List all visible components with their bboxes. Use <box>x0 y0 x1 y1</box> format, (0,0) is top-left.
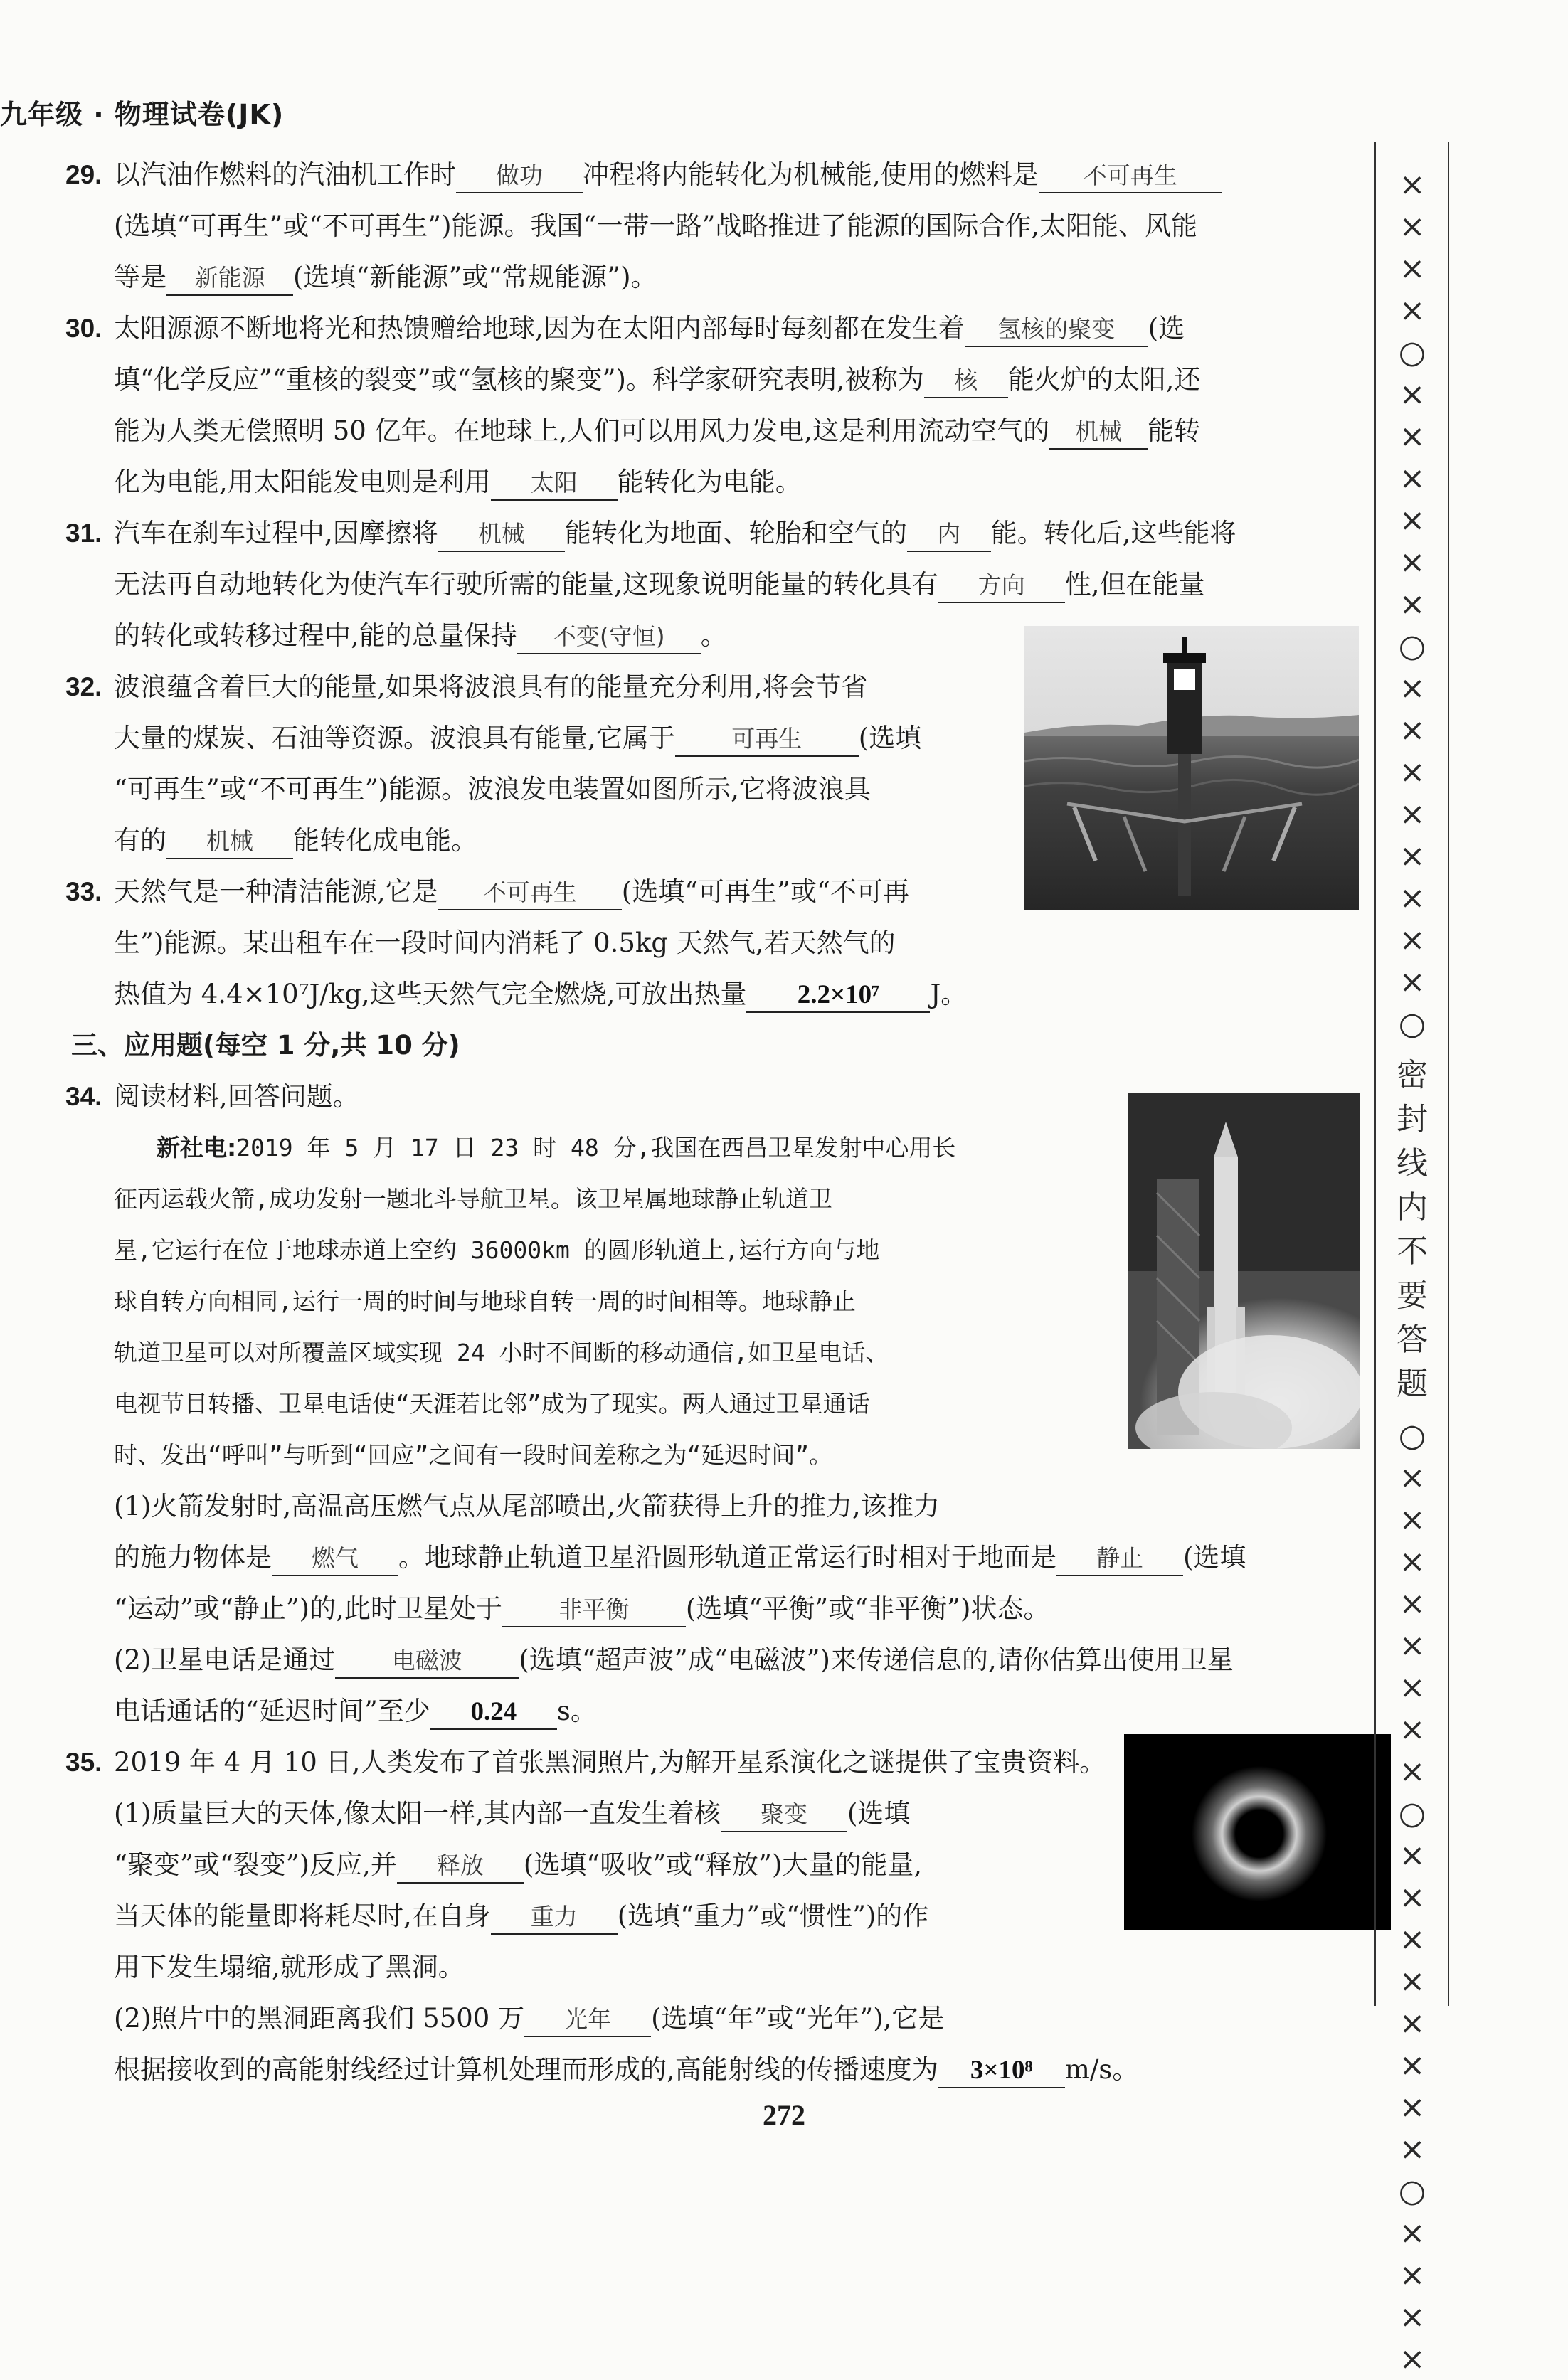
seal-mark: × <box>1399 712 1426 748</box>
seal-mark: × <box>1399 502 1426 538</box>
seal-mark: × <box>1399 964 1426 1000</box>
page-number: 272 <box>763 2099 805 2131</box>
seal-char: 线 <box>1397 1145 1428 1181</box>
question-text: 以汽油作燃料的汽油机工作时 <box>114 159 456 190</box>
seal-mark: × <box>1399 1963 1426 1999</box>
question-text: (选填 <box>1183 1542 1246 1573</box>
passage-text: 2019 年 5 月 17 日 23 时 48 分,我国在西昌卫星发射中心用长 <box>236 1134 956 1162</box>
seal-mark: ○ <box>1398 334 1426 371</box>
question-text: 化为电能,用太阳能发电则是利用 <box>114 467 491 497</box>
seal-mark: × <box>1399 2131 1426 2167</box>
question-text: (选填“超声波”成“电磁波”)来传递信息的,请你估算出使用卫星 <box>519 1645 1234 1675</box>
question-text: (选填 <box>847 1798 911 1829</box>
seal-text <box>1380 1053 1444 1406</box>
seal-mark: × <box>1399 1753 1426 1790</box>
question-text: (选填“年”或“光年”),它是 <box>651 2003 945 2034</box>
question-text: (1)质量巨大的天体,像太阳一样,其内部一直发生着核 <box>114 1798 721 1829</box>
seal-mark: × <box>1399 1921 1426 1957</box>
answer-blank: 太阳 <box>491 467 618 501</box>
seal-mark: × <box>1399 460 1426 496</box>
seal-mark: × <box>1399 2047 1426 2083</box>
question-text: (2)照片中的黑洞距离我们 5500 万 <box>114 2003 525 2034</box>
seal-mark: ○ <box>1398 1006 1426 1042</box>
answer-blank: 燃气 <box>272 1542 398 1576</box>
question-number: 30. <box>65 314 102 343</box>
seal-mark: × <box>1399 2299 1426 2335</box>
seal-line-sidebar <box>1380 164 1444 2380</box>
section-title: 三、应用题(每空 1 分,共 10 分) <box>71 1030 460 1061</box>
question-number: 32. <box>65 672 102 701</box>
seal-mark: × <box>1399 1669 1426 1706</box>
answer-blank: 方向 <box>938 569 1065 603</box>
question-text: 根据接收到的高能射线经过计算机处理而形成的,高能射线的传播速度为 <box>114 2054 938 2085</box>
passage-text: 轨道卫星可以对所覆盖区域实现 24 小时不间断的移动通信,如卫星电话、 <box>114 1339 889 1366</box>
seal-mark: ○ <box>1398 2173 1426 2209</box>
seal-mark: × <box>1399 922 1426 958</box>
seal-char: 答 <box>1397 1322 1428 1358</box>
seal-mark: × <box>1399 1879 1426 1916</box>
question-text: 2019 年 4 月 10 日,人类发布了首张黑洞照片,为解开星系演化之谜提供了宝贵资料。 <box>114 1747 1106 1778</box>
question-text: 填“化学反应”“重核的裂变”或“氢核的聚变”)。科学家研究表明,被称为 <box>114 364 924 395</box>
question-29 <box>65 149 1366 303</box>
answer-blank: 可再生 <box>675 723 859 757</box>
answer-blank: 重力 <box>491 1901 618 1935</box>
seal-char: 题 <box>1397 1366 1428 1402</box>
seal-mark: × <box>1399 1627 1426 1664</box>
question-text: 汽车在刹车过程中,因摩擦将 <box>114 518 438 548</box>
question-text: 。地球静止轨道卫星沿圆形轨道正常运行时相对于地面是 <box>398 1542 1056 1573</box>
question-34-part-2 <box>71 1635 1366 1737</box>
seal-mark: × <box>1399 754 1426 790</box>
question-text: 当天体的能量即将耗尽时,在自身 <box>114 1901 491 1931</box>
black-hole-photo <box>1124 1734 1391 1930</box>
passage-lead: 新社电: <box>157 1134 237 1162</box>
answer-blank: 非平衡 <box>502 1593 686 1627</box>
seal-mark: × <box>1399 586 1426 622</box>
question-text: (选填“新能源”或“常规能源”)。 <box>293 262 657 292</box>
seal-marks-bottom <box>1380 1415 1444 2380</box>
seal-mark: × <box>1399 2215 1426 2251</box>
question-text: 阅读材料,回答问题。 <box>114 1081 359 1112</box>
question-number: 31. <box>65 519 102 548</box>
answer-blank: 核 <box>924 364 1008 398</box>
seal-char: 封 <box>1397 1101 1428 1137</box>
question-text: 有的 <box>114 825 166 856</box>
answer-blank: 机械 <box>166 825 293 859</box>
seal-mark: × <box>1399 2257 1426 2293</box>
rocket-launch-photo <box>1128 1093 1360 1449</box>
seal-mark: × <box>1399 2089 1426 2125</box>
question-text: 生”)能源。某出租车在一段时间内消耗了 0.5kg 天然气,若天然气的 <box>114 928 896 958</box>
question-text: 天然气是一种清洁能源,它是 <box>114 876 438 907</box>
question-text: “运动”或“静止”)的,此时卫星处于 <box>114 1593 502 1624</box>
answer-blank: 内 <box>907 518 991 552</box>
page-header: 九年级 · 物理试卷(JK) <box>0 99 285 130</box>
passage-text: 球自转方向相同,运行一周的时间与地球自转一周的时间相等。地球静止 <box>114 1287 856 1315</box>
question-number: 29. <box>65 160 102 189</box>
seal-mark: × <box>1399 250 1426 287</box>
question-34-part-1 <box>71 1481 1366 1635</box>
question-text: (选填“吸收”或“释放”)大量的能量, <box>523 1849 923 1880</box>
question-text: (选填“可再生”或“不可再生”)能源。我国“一带一路”战略推进了能源的国际合作,太阳能、风能 <box>114 211 1198 241</box>
margin-rule <box>1448 142 1449 2006</box>
seal-mark: × <box>1399 2341 1426 2377</box>
seal-char: 密 <box>1397 1057 1428 1093</box>
answer-blank: 光年 <box>524 2003 651 2037</box>
answer-blank: 不可再生 <box>1039 159 1222 193</box>
question-text: 的施力物体是 <box>114 1542 272 1573</box>
question-text: 无法再自动地转化为使汽车行驶所需的能量,这现象说明能量的转化具有 <box>114 569 938 600</box>
seal-mark: × <box>1399 376 1426 413</box>
seal-marks-top <box>1380 164 1444 1045</box>
question-number: 33. <box>65 877 102 906</box>
seal-mark: × <box>1399 2005 1426 2041</box>
question-text: 电话通话的“延迟时间”至少 <box>114 1696 430 1726</box>
question-text: (选填“平衡”或“非平衡”)状态。 <box>685 1593 1050 1624</box>
question-text: 。 <box>700 620 727 651</box>
seal-mark: × <box>1399 166 1426 203</box>
question-text: “可再生”或“不可再生”)能源。波浪发电装置如图所示,它将波浪具 <box>114 774 871 804</box>
question-text: (选 <box>1148 313 1185 344</box>
answer-blank: 电磁波 <box>335 1645 519 1679</box>
seal-char: 内 <box>1397 1189 1428 1226</box>
seal-mark: ○ <box>1398 1418 1426 1454</box>
question-number: 34. <box>65 1082 102 1111</box>
question-text: 性,但在能量 <box>1064 569 1205 600</box>
answer-blank: 氢核的聚变 <box>965 313 1148 347</box>
seal-mark: × <box>1399 1460 1426 1496</box>
seal-mark: × <box>1399 1711 1426 1748</box>
answer-blank: 释放 <box>397 1849 524 1884</box>
question-text: (2)卫星电话是通过 <box>114 1645 336 1675</box>
question-text: 能。转化后,这些能将 <box>990 518 1236 548</box>
seal-char: 要 <box>1397 1277 1428 1314</box>
answer-blank: 不可再生 <box>438 876 622 910</box>
question-text: J。 <box>930 979 968 1009</box>
question-text: 能转化为电能。 <box>617 467 802 497</box>
passage-text: 征丙运载火箭,成功发射一题北斗导航卫星。该卫星属地球静止轨道卫 <box>114 1185 832 1213</box>
seal-mark: × <box>1399 838 1426 874</box>
answer-blank: 机械 <box>438 518 565 552</box>
seal-mark: × <box>1399 544 1426 580</box>
seal-mark: ○ <box>1398 1795 1426 1832</box>
seal-mark: × <box>1399 670 1426 706</box>
answer-blank: 不变(守恒) <box>517 620 701 654</box>
question-text: 能火炉的太阳,还 <box>1007 364 1201 395</box>
margin-rule <box>1374 142 1376 2006</box>
question-text: 大量的煤炭、石油等资源。波浪具有能量,它属于 <box>114 723 675 753</box>
question-text: 太阳源源不断地将光和热馈赠给地球,因为在太阳内部每时每刻都在发生着 <box>114 313 965 344</box>
question-35-part-2 <box>71 1993 1366 2095</box>
seal-char: 不 <box>1397 1233 1428 1270</box>
question-text: (选填“可再生”或“不可再 <box>621 876 909 907</box>
question-text: 能为人类无偿照明 50 亿年。在地球上,人们可以用风力发电,这是利用流动空气的 <box>114 415 1050 446</box>
question-text: m/s。 <box>1064 2054 1139 2085</box>
question-text: 能转 <box>1148 415 1201 446</box>
seal-mark: × <box>1399 880 1426 916</box>
seal-mark: × <box>1399 292 1426 329</box>
question-text: 能转化成电能。 <box>293 825 477 856</box>
question-text: 冲程将内能转化为机械能,使用的燃料是 <box>583 159 1039 190</box>
answer-blank: 静止 <box>1056 1542 1183 1576</box>
question-text: (选填“重力”或“惯性”)的作 <box>617 1901 929 1931</box>
question-text: (1)火箭发射时,高温高压燃气点从尾部喷出,火箭获得上升的推力,该推力 <box>114 1491 940 1521</box>
question-text: 等是 <box>114 262 166 292</box>
question-text: s。 <box>556 1696 597 1726</box>
passage-text: 时、发出“呼叫”与听到“回应”之间有一段时间差称之为“延迟时间”。 <box>114 1441 833 1469</box>
question-text: 能转化为地面、轮胎和空气的 <box>564 518 907 548</box>
wave-power-photo <box>1024 626 1359 910</box>
seal-mark: × <box>1399 418 1426 455</box>
question-text: “聚变”或“裂变”)反应,并 <box>114 1849 397 1880</box>
answer-blank: 2.2×10⁷ <box>746 979 930 1013</box>
question-text: 波浪蕴含着巨大的能量,如果将波浪具有的能量充分利用,将会节省 <box>114 671 868 702</box>
seal-mark: × <box>1399 1837 1426 1874</box>
seal-mark: × <box>1399 1502 1426 1538</box>
seal-mark: × <box>1399 1585 1426 1622</box>
question-text: 用下发生塌缩,就形成了黑洞。 <box>114 1952 465 1982</box>
seal-mark: × <box>1399 208 1426 245</box>
question-text: 的转化或转移过程中,能的总量保持 <box>114 620 517 651</box>
answer-blank: 3×10⁸ <box>938 2054 1065 2088</box>
answer-blank: 做功 <box>456 159 583 193</box>
question-text: 热值为 4.4×10⁷J/kg,这些天然气完全燃烧,可放出热量 <box>114 979 747 1009</box>
answer-blank: 新能源 <box>166 262 293 296</box>
question-30 <box>65 303 1366 508</box>
answer-blank: 机械 <box>1049 415 1148 450</box>
answer-blank: 0.24 <box>430 1696 557 1730</box>
passage-text: 星,它运行在位于地球赤道上空约 36000km 的圆形轨道上,运行方向与地 <box>114 1236 880 1264</box>
seal-mark: × <box>1399 1544 1426 1580</box>
answer-blank: 聚变 <box>721 1798 847 1832</box>
question-text: (选填 <box>858 723 922 753</box>
seal-mark: × <box>1399 796 1426 832</box>
passage-text: 电视节目转播、卫星电话使“天涯若比邻”成为了现实。两人通过卫星通话 <box>114 1390 870 1418</box>
seal-mark: ○ <box>1398 628 1426 664</box>
question-number: 35. <box>65 1748 102 1777</box>
